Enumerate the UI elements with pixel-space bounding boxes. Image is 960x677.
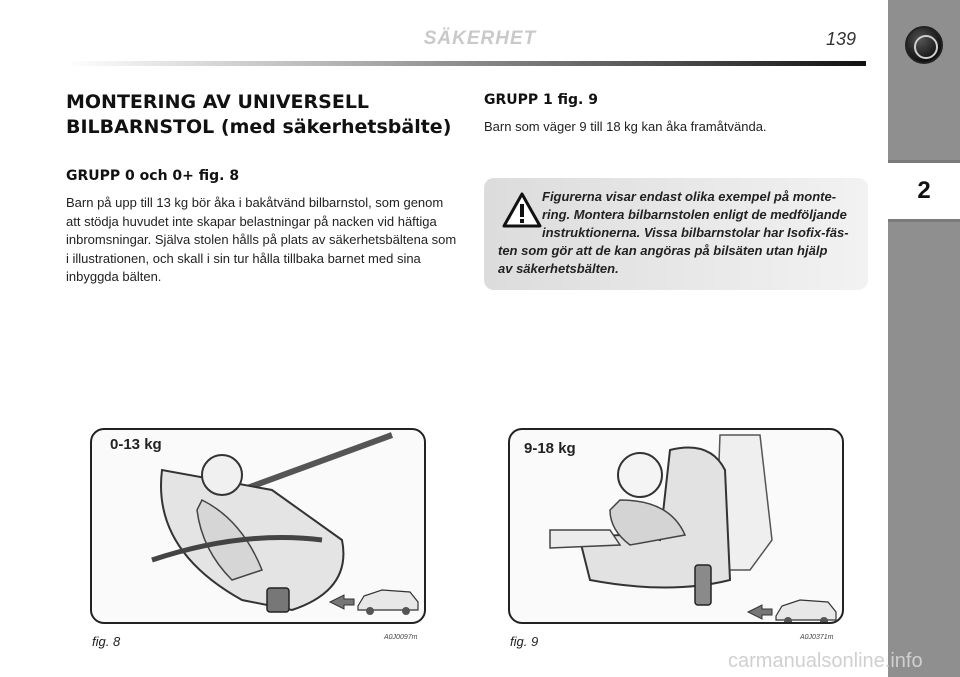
body-line: att stödja huvudet inte skapar belastningar på nacken vid häftiga [66,213,437,229]
group-0-heading: GRUPP 0 och 0+ fig. 8 [66,168,240,184]
body-line: inbromsningar. Själva stolen hålls på plats av säkerhetsbältena som [66,232,457,247]
warning-line: Figurerna visar endast olika exempel på monte- [542,189,837,204]
warning-text [498,188,854,278]
chapter-tab[interactable] [888,160,960,222]
section-title: SÄKERHET [423,28,537,49]
alfa-romeo-logo-icon [905,26,943,64]
rear-facing-seat-illustration [92,430,426,624]
weight-label: 0-13 kg [110,436,162,453]
page-number: 139 [826,29,857,49]
warning-line: av säkerhetsbälten. [498,261,619,276]
group-0-body [66,194,466,287]
header-rule [66,61,866,66]
figure-caption: fig. 9 [510,634,539,649]
figure-code: A0J0371m [800,634,834,641]
body-line: inbyggda bälten. [66,269,162,284]
section-heading-line: BILBARNSTOL (med säkerhetsbälte) [66,116,452,138]
group-1-heading: GRUPP 1 fig. 9 [484,92,598,108]
warning-line: instruktionerna. Vissa bilbarnstolar har Isofix-fäs- [542,225,849,240]
chapter-sidebar [888,0,960,677]
body-line: i illustrationen, och skall i sin tur hålla tillbaka barnet med sina [66,250,421,266]
chapter-number: 2 [917,177,931,204]
warning-line: ring. Montera bilbarnstolen enligt de medföljande [542,207,847,222]
figure-9 [508,428,844,624]
group-1-body: Barn som väger 9 till 18 kg kan åka framåtvända. [484,119,767,134]
section-heading-line: MONTERING AV UNIVERSELL [66,91,370,113]
watermark: carmanualsonline.info [728,650,923,672]
figure-8 [90,428,426,624]
figure-code: A0J0097m [384,634,418,641]
section-heading [66,90,466,140]
warning-triangle-icon [502,192,542,228]
figure-caption: fig. 8 [92,634,121,649]
warning-line: ten som gör att de kan angöras på bilsäten utan hjälp [498,243,828,258]
warning-box [484,178,868,290]
weight-label: 9-18 kg [524,440,576,457]
body-line: Barn på upp till 13 kg bör åka i bakåtvänd bilbarnstol, som genom [66,195,444,210]
forward-facing-seat-illustration [510,430,844,624]
